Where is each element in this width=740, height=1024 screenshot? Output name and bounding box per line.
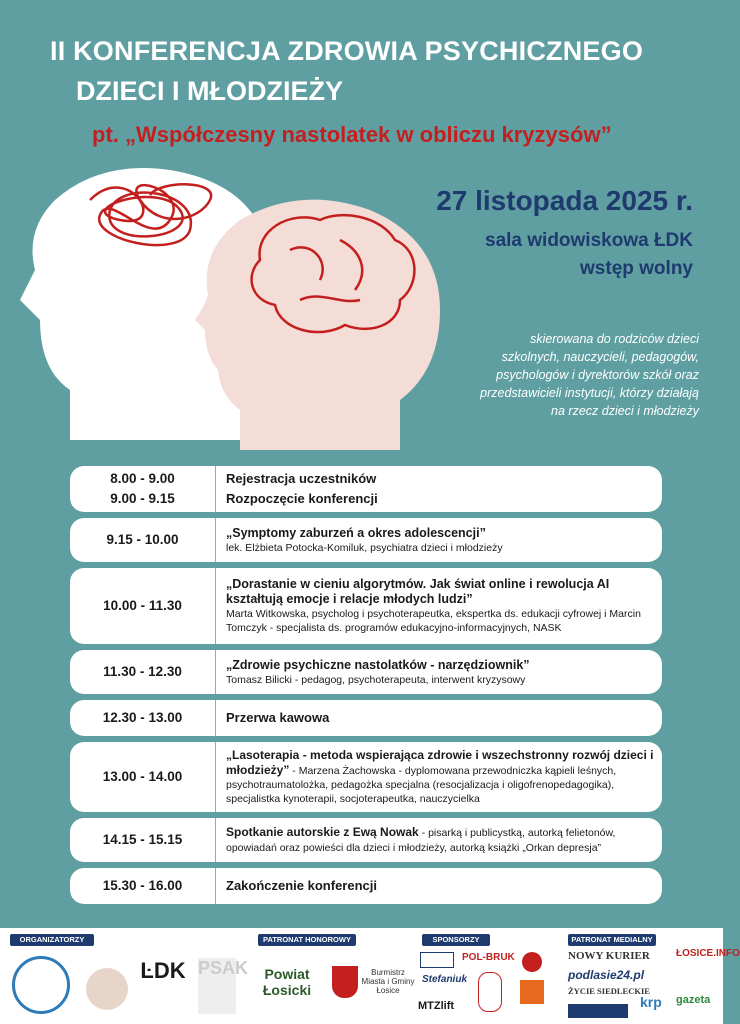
row-desc [216, 522, 511, 559]
title-line-1: II KONFERENCJA ZDROWIA PSYCHICZNEGO [50, 36, 644, 66]
burmistrz-logo: Burmistrz Miasta i Gminy Łosice [361, 968, 415, 995]
heads-illustration [0, 140, 480, 460]
sponsor-apple-icon [522, 952, 542, 972]
row-time: 11.30 - 12.30 [70, 650, 216, 694]
row-desc [216, 821, 662, 860]
target-audience: skierowana do rodziców dzieci szkolnych, nauczycieli, pedagogów, psychologów i dyrektorów szkół oraz przedstawicieli instytucji, którzy działają na rzecz dzieci i młodzieży [480, 332, 699, 418]
row-time: 10.00 - 11.30 [70, 568, 216, 644]
talk-title: „Zdrowie psychiczne nastolatków - narzędziownik” [226, 657, 530, 672]
speaker: lek. Elżbieta Potocka-Komiluk, psychiatra dzieci i młodzieży [226, 541, 503, 554]
speaker: - Marzena Żachowska - dyplomowana przewodniczka kąpieli leśnych, psychotraumatolożka, pedagożka specjalna (resocjalizacja i oligofrenopedagogika), specjalistka kynoterapii, socjoterapeutka, nauczycielka [226, 765, 617, 805]
schedule-row [70, 818, 662, 862]
slowo-logo [568, 1004, 628, 1018]
speaker: Marta Witkowska, psycholog i psychoterapeutka, ekspertka ds. edukacji cyfrowej i Marcin Tomczyk - specjalista ds. programów edukacyjno-informacyjnych, NASK [226, 608, 641, 634]
row-time: 13.00 - 14.00 [70, 742, 216, 812]
sponsor-orange-logo [520, 980, 544, 1004]
gazeta-logo: gazeta [676, 994, 711, 1006]
podlasie-logo: podlasie24.pl [568, 968, 645, 982]
talk-title: „Lasoterapia - metoda wspierająca zdrowie i wszechstronny rozwój dzieci i młodzieży” [226, 748, 654, 777]
row-desc [216, 465, 386, 513]
psak-logo: PSAK [198, 958, 236, 1014]
organizers-label: ORGANIZATORZY [10, 934, 94, 946]
row-desc [216, 704, 337, 732]
schedule-row [70, 700, 662, 736]
coat-of-arms-icon [332, 966, 358, 998]
talk-title: Spotkanie autorskie z Ewą Nowak [226, 824, 419, 839]
row-time: 12.30 - 13.00 [70, 700, 216, 736]
patronage-label: PATRONAT HONOROWY [258, 934, 356, 946]
polbruk-logo: POL-BRUK [462, 952, 515, 963]
organizer-logo-circle [12, 956, 70, 1014]
footer-logos [0, 928, 740, 1024]
time-start: 8.00 - 9.00 [110, 471, 175, 486]
schedule-row [70, 742, 662, 812]
row-time: 9.15 - 10.00 [70, 518, 216, 562]
event-entry: wstęp wolny [580, 258, 693, 279]
event-venue: sala widowiskowa ŁDK [485, 230, 693, 251]
opening: Rozpoczęcie konferencji [226, 491, 378, 506]
sponsor-emblem [478, 972, 502, 1012]
subtitle: pt. „Współczesny nastolatek w obliczu kryzysów” [92, 122, 612, 147]
talk-block [226, 748, 654, 806]
row-desc [216, 872, 385, 900]
title-line-2: DZIECI I MŁODZIEŻY [76, 76, 343, 106]
sponsor-logo-box [420, 952, 454, 968]
ldk-logo: ĿDK [140, 958, 186, 983]
schedule-row [70, 650, 662, 694]
zycie-logo: ŻYCIE SIEDLECKIE [568, 986, 650, 996]
kurier-logo: NOWY KURIER [568, 950, 650, 962]
registration: Rejestracja uczestników [226, 471, 377, 486]
mtz-logo: MTZlift [418, 1000, 455, 1012]
row-desc [216, 573, 662, 639]
schedule-row [70, 466, 662, 512]
time-open: 9.00 - 9.15 [110, 491, 175, 506]
talk-title: „Dorastanie w cieniu algorytmów. Jak świat online i rewolucja AI kształtują emocje i relacje młodych ludzi” [226, 577, 610, 606]
schedule-row [70, 868, 662, 904]
closing: Zakończenie konferencji [226, 878, 377, 893]
krp-logo: krp [640, 994, 662, 1010]
organizer-logo-oval [86, 968, 128, 1010]
row-desc [216, 744, 662, 810]
schedule [70, 466, 662, 910]
row-time: 15.30 - 16.00 [70, 868, 216, 904]
powiat-logo: Powiat Łosicki [262, 966, 312, 998]
event-date: 27 listopada 2025 r. [436, 185, 693, 216]
speaker: Tomasz Bilicki - pedagog, psychoterapeuta, interwent kryzysowy [226, 673, 526, 686]
talk-title: „Symptomy zaburzeń a okres adolescencji” [226, 525, 486, 540]
losice-info-logo: ŁOSICE.INFO [676, 948, 740, 959]
media-label: PATRONAT MEDIALNY [568, 934, 656, 946]
row-desc [216, 654, 538, 691]
schedule-row [70, 518, 662, 562]
speaker: - pisarką i publicystką, autorką felietonów, opowiadań oraz powieści dla dzieci i młodzieży, autorką książki „Orkan depresja” [226, 826, 616, 854]
sponsors-label: SPONSORZY [422, 934, 490, 946]
row-time: 14.15 - 15.15 [70, 818, 216, 862]
schedule-row [70, 568, 662, 644]
talk-block [226, 825, 654, 856]
stefaniuk-logo: Stefaniuk [422, 974, 468, 985]
break: Przerwa kawowa [226, 710, 330, 725]
row-time [70, 466, 216, 512]
